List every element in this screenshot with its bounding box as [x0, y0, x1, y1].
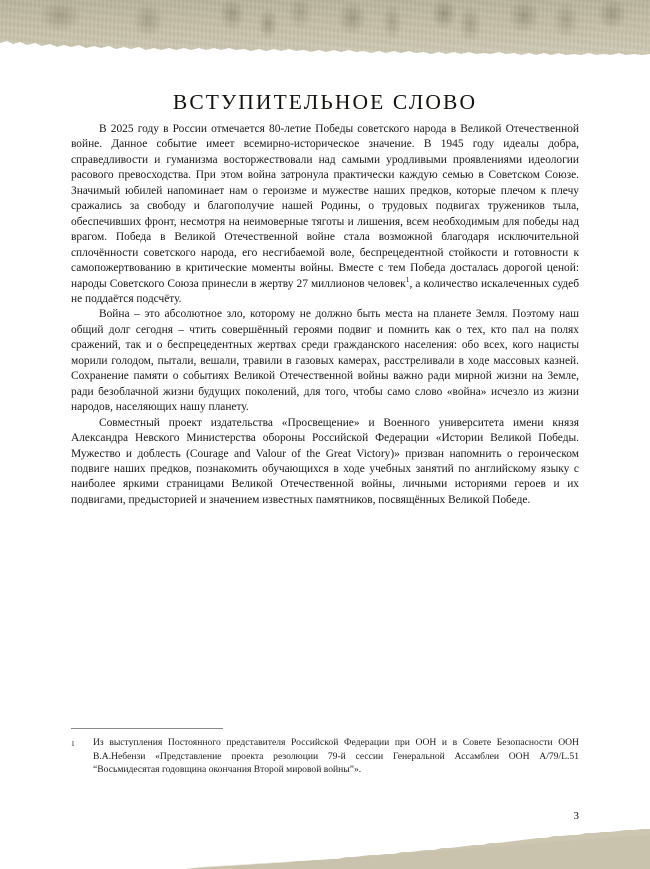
- paragraph-2: Война – это абсолютное зло, которому не должно быть места на планете Земля. Поэтому наш общий долг сегодня – чтить совершённый героями подвиг и помнить как о тех, кто пал на полях сражений, так и о беспрецедентных жертвах среди гражданского населения: обо всех, кого нацисты морили голодом, пытали, вешали, травили в газовых камерах, расстреливали в ходе массовых казней. Сохранение памяти о событиях Великой Отечественной войны важно ради мирной жизни на Земле, ради безоблачной жизни будущих поколений, для того, чтобы само слово «война» исчезло из жизни народов, населяющих нашу планету.: [71, 308, 579, 414]
- footnote-block: [71, 728, 579, 777]
- footnote-marker: 1: [71, 739, 75, 748]
- paragraph-1: [71, 122, 579, 307]
- header-photo-band: [0, 0, 650, 56]
- footnote-reference-1[interactable]: 1: [405, 274, 410, 284]
- paragraph-3: Совместный проект издательства «Просвещение» и Военного университета имени князя Александра Невского Министерства обороны Российской Федерации «Истории Великой Победы. Мужество и доблесть (Courage and Valour of the Great Victory)» призван напомнить о героическом подвиге наших предков, познакомить обучающихся в ходе учебных занятий по английскому языку с наиболее яркими страницами Великой Отечественной войны, личными историями героев и их подвигами, предысторией и значением известных памятников, посвящённых Великой Победе.: [71, 416, 579, 506]
- footnote-text: Из выступления Постоянного представителя Российской Федерации при ООН и в Совете Безопасности ООН В.А.Небензи «Представление проекта резолюции 79-й сессии Генеральной Ассамблеи ООН A/79/L.51 “Восьмидесятая годовщина окончания Второй мировой войны”».: [93, 737, 579, 776]
- page-title: ВСТУПИТЕЛЬНОЕ СЛОВО: [172, 90, 478, 115]
- header-torn-edge-icon: [0, 34, 650, 56]
- paragraph-1-text-before-ref: В 2025 году в России отмечается 80-летие Победы советского народа в Великой Отечественной войне. Данное событие имеет всемирно-историческое значение. В 1945 году идеалы добра, справедливости и гуманизма восторжествовали над самыми уродливыми проявлениями идеологии расового превосходства. При этом война затронула практически каждую семью в Советском Союзе. Значимый юбилей напоминает нам о героизме и мужестве наших предков, которые плечом к плечу сражались за свободу и благополучие нашей Родины, о трудовых подвигах тружеников тыла, обеспечивших фронт, несмотря на неимоверные тяготы и лишения, всем необходимым для победы над врагом. Победа в Великой Отечественной войне стала возможной благодаря исключительной сплочённости советского народа, его несгибаемой воле, беспрецедентной стойкости и готовности к самопожертвованию в критические моменты войны. Вместе с тем Победа досталась дорогой ценой: народы Советского Союза принесли в жертву 27 миллионов человек: [71, 123, 579, 290]
- paragraph-1-text-after-ref: , а количество искалеченных судеб не поддаётся подсчёту.: [71, 277, 579, 305]
- footnote-separator-rule: [71, 728, 223, 729]
- footnote-content: [71, 736, 579, 777]
- page-number: 3: [573, 810, 579, 822]
- footer-torn-band: [0, 823, 650, 869]
- body-text-column: [71, 122, 579, 508]
- footer-torn-edge-icon: [0, 823, 650, 869]
